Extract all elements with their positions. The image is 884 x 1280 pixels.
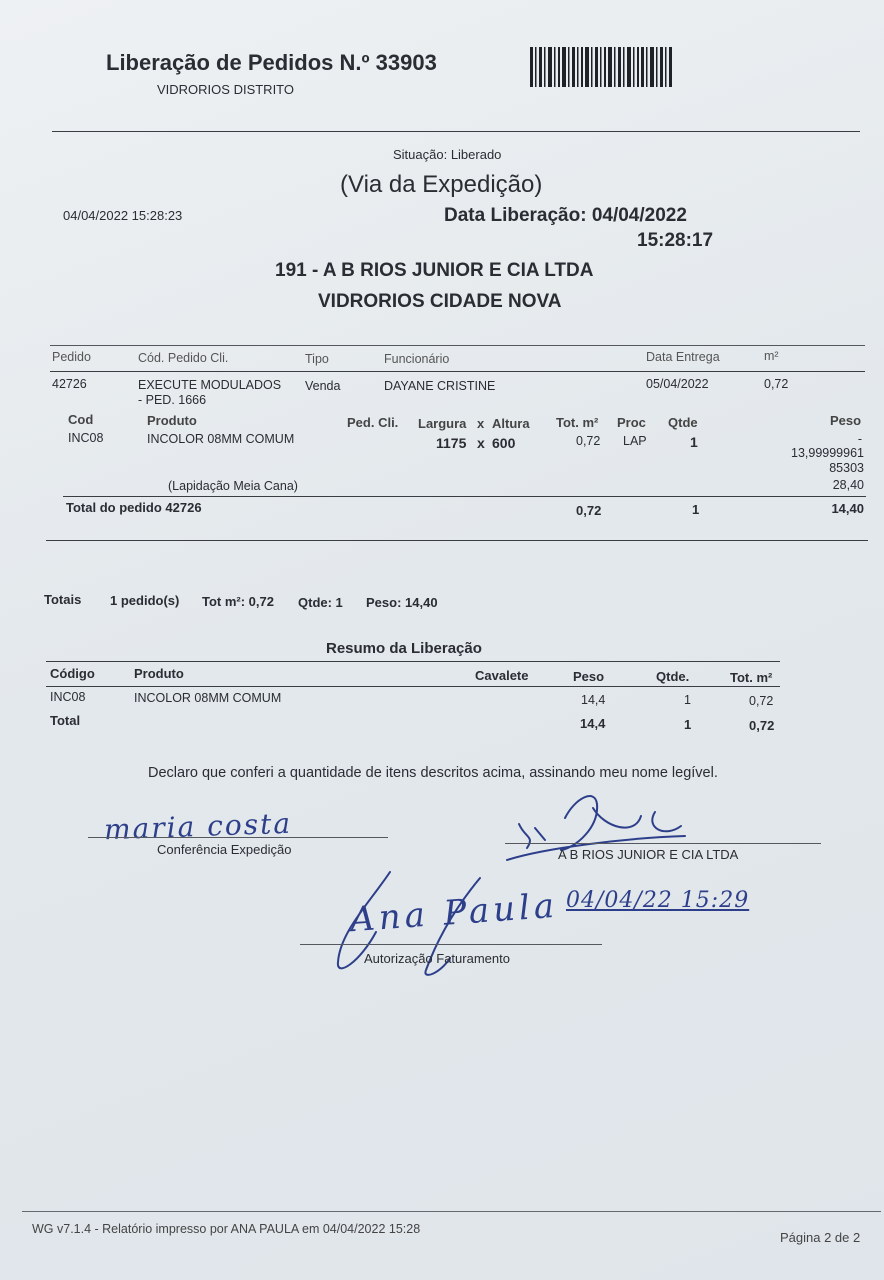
order-header-rule	[50, 371, 865, 372]
printed-at: 04/04/2022 15:28:23	[63, 208, 183, 223]
item-peso-dash: -	[857, 432, 862, 446]
item-col-altura: Altura	[492, 416, 530, 431]
order-cod-cli-1: EXECUTE MODULADOS	[138, 378, 282, 392]
conferencia-signature-line	[88, 837, 388, 838]
item-tot-m2: 0,72	[576, 434, 601, 448]
item-peso-value: 13,99999961	[791, 446, 864, 460]
item-col-peso: Peso	[830, 413, 862, 428]
order-total-m2: 0,72	[576, 503, 602, 518]
document-title: Liberação de Pedidos N.º 33903	[106, 50, 437, 75]
item-cod: INC08	[68, 431, 104, 445]
summary-col-tot-m2: Tot. m²	[730, 670, 773, 685]
item-col-cod: Cod	[68, 412, 94, 427]
barcode	[530, 47, 673, 87]
order-total-label: Total do pedido 42726	[66, 500, 202, 515]
company-signature-line	[505, 843, 821, 844]
summary-peso: 14,4	[581, 693, 606, 707]
summary-title: Resumo da Liberação	[326, 640, 482, 657]
col-tipo: Tipo	[305, 352, 329, 366]
col-funcionario: Funcionário	[384, 352, 450, 366]
order-pedido: 42726	[52, 377, 87, 391]
summary-codigo: INC08	[50, 690, 86, 704]
item-qtde: 1	[690, 434, 698, 450]
order-section-divider	[46, 540, 868, 541]
status-label: Situação: Liberado	[393, 147, 502, 162]
item-col-ped-cli: Ped. Cli.	[347, 415, 399, 430]
conferencia-signature: maria costa	[103, 806, 293, 847]
item-col-tot-m2: Tot. m²	[556, 415, 599, 430]
totals-pedidos: 1 pedido(s)	[110, 593, 180, 608]
item-total-rule	[63, 496, 866, 497]
company-label: A B RIOS JUNIOR E CIA LTDA	[558, 847, 739, 862]
totals-m2: Tot m²: 0,72	[202, 594, 274, 609]
footer-printed-by: WG v7.1.4 - Relatório impresso por ANA PAULA em 04/04/2022 15:28	[32, 1222, 421, 1236]
page-number: Página 2 de 2	[780, 1230, 861, 1245]
summary-col-cavalete: Cavalete	[475, 668, 529, 683]
totals-peso: Peso: 14,40	[366, 595, 438, 610]
summary-col-codigo: Código	[50, 666, 95, 681]
item-col-largura: Largura	[418, 416, 467, 431]
col-data-entrega: Data Entrega	[646, 350, 720, 364]
summary-header-rule	[46, 686, 780, 687]
summary-total-qtde: 1	[684, 717, 692, 732]
item-peso-extra: 28,40	[832, 478, 864, 492]
item-col-proc: Proc	[617, 415, 646, 430]
company-name: VIDRORIOS DISTRITO	[157, 82, 294, 97]
summary-produto: INCOLOR 08MM COMUM	[134, 691, 282, 705]
release-date: Data Liberação: 04/04/2022	[444, 205, 687, 226]
order-tipo: Venda	[305, 379, 341, 393]
col-m2: m²	[764, 349, 779, 363]
summary-total-label: Total	[50, 713, 81, 728]
summary-tot-m2: 0,72	[749, 694, 774, 708]
copy-label: (Via da Expedição)	[340, 171, 543, 198]
customer-branch: VIDRORIOS CIDADE NOVA	[318, 291, 562, 312]
summary-total-peso: 14,4	[580, 716, 606, 731]
item-altura: 600	[492, 435, 516, 451]
totals-label: Totais	[44, 592, 82, 607]
footer-divider	[22, 1211, 881, 1212]
order-data-entrega: 05/04/2022	[646, 377, 709, 391]
autorizacao-signature-line	[300, 944, 602, 945]
item-peso-cont: 85303	[829, 461, 864, 475]
order-m2: 0,72	[764, 377, 789, 391]
order-total-peso: 14,40	[831, 501, 864, 516]
item-proc: LAP	[623, 434, 647, 448]
summary-col-peso: Peso	[573, 669, 605, 684]
totals-qtde: Qtde: 1	[298, 595, 343, 610]
customer-name: 191 - A B RIOS JUNIOR E CIA LTDA	[275, 260, 594, 281]
item-produto: INCOLOR 08MM COMUM	[147, 432, 295, 446]
item-col-produto: Produto	[147, 413, 197, 428]
handwritten-date: 04/04/22 15:29	[566, 888, 750, 913]
summary-total-tot-m2: 0,72	[749, 718, 775, 733]
col-cod-pedido-cli: Cód. Pedido Cli.	[138, 351, 229, 365]
order-funcionario: DAYANE CRISTINE	[384, 379, 496, 393]
order-cod-cli-2: - PED. 1666	[138, 393, 207, 407]
header-divider	[52, 131, 860, 132]
summary-qtde: 1	[684, 693, 691, 707]
item-col-x: x	[477, 416, 485, 431]
order-total-qtde: 1	[692, 502, 700, 517]
order-table-top-rule	[50, 345, 865, 346]
item-note: (Lapidação Meia Cana)	[168, 479, 298, 493]
declaration-text: Declaro que conferi a quantidade de itens descritos acima, assinando meu nome legível.	[148, 765, 718, 781]
summary-col-produto: Produto	[134, 666, 184, 681]
autorizacao-signature: Ana Paula	[348, 885, 560, 941]
conferencia-label: Conferência Expedição	[157, 842, 292, 857]
item-x: x	[477, 435, 485, 451]
col-pedido: Pedido	[52, 350, 91, 364]
summary-top-rule	[46, 661, 780, 662]
release-time: 15:28:17	[637, 230, 714, 251]
item-col-qtde: Qtde	[668, 415, 698, 430]
item-largura: 1175	[436, 435, 467, 451]
summary-col-qtde: Qtde.	[656, 669, 690, 684]
autorizacao-label: Autorização Faturamento	[364, 951, 510, 966]
